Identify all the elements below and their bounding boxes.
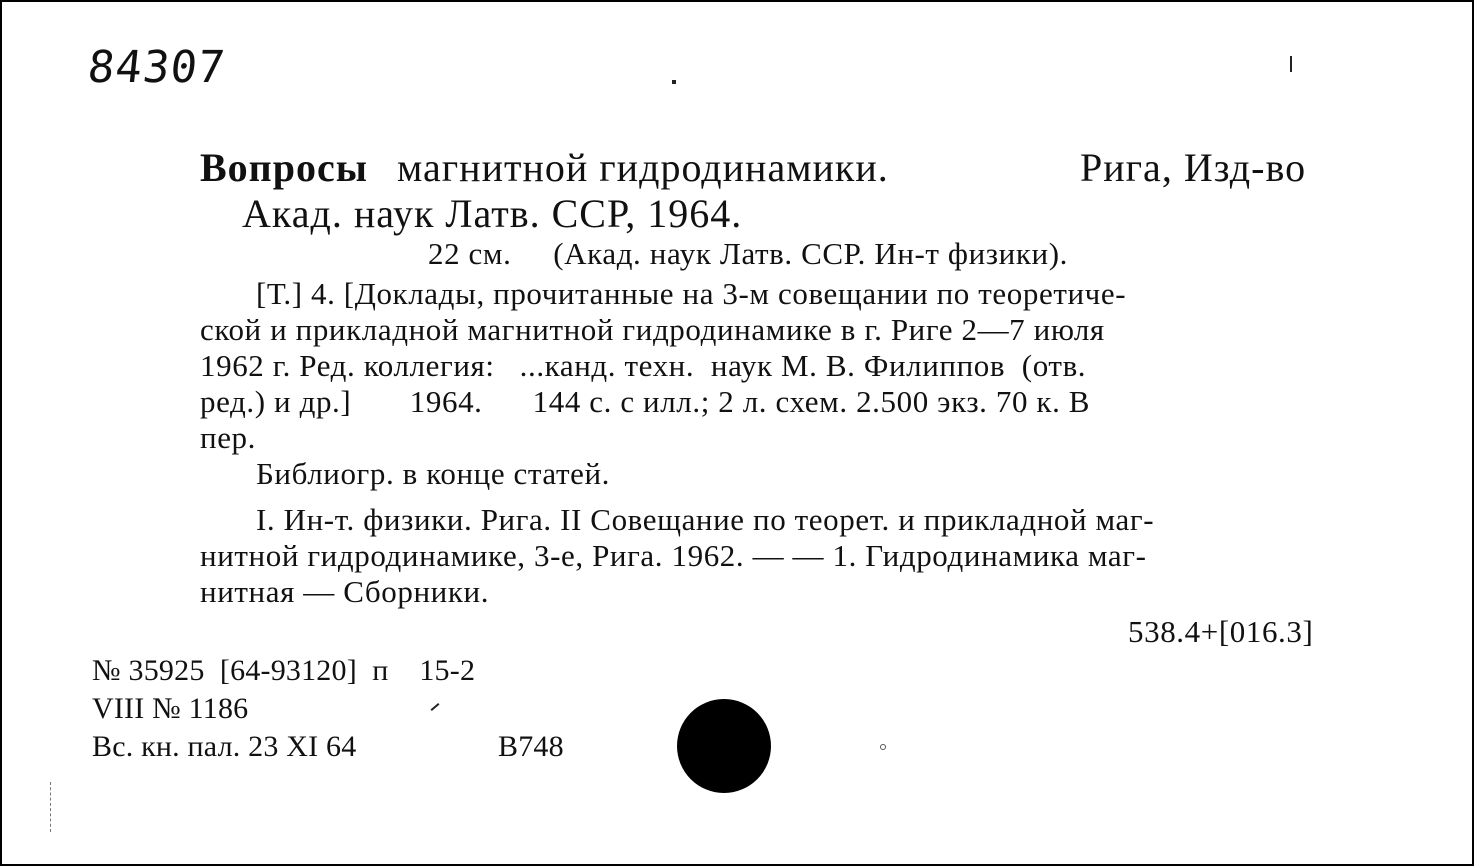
footer-code: B748 <box>498 730 564 763</box>
body-line-5: пер. <box>200 420 256 455</box>
body-line-4: ред.) и др.] 1964. 144 с. с илл.; 2 л. схем. 2.500 экз. 70 к. В <box>200 384 1091 419</box>
pencil-mark <box>50 782 54 832</box>
title-publisher: Рига, Изд-во <box>1080 145 1307 190</box>
body-line-2: ской и прикладной магнитной гидродинамике в г. Риге 2—7 июля <box>200 312 1105 347</box>
ink-speck <box>672 80 676 84</box>
series-line: 22 см. (Акад. наук Латв. ССР. Ин-т физики). <box>428 236 1068 271</box>
title-first-word: Вопросы <box>200 145 368 190</box>
classification-code: 538.4+[016.3] <box>1128 614 1314 649</box>
ink-speck <box>880 744 886 750</box>
title-line <box>200 145 889 190</box>
imprint-line: Акад. наук Латв. ССР, 1964. <box>242 191 743 236</box>
handwritten-accession-number: 84307 <box>85 42 229 93</box>
subject-line-2: нитной гидродинамике, 3-е, Рига. 1962. — — 1. Гидродинамика маг- <box>200 538 1147 573</box>
body-line-3: 1962 г. Ред. коллегия: ...канд. техн. наук М. В. Филиппов (отв. <box>200 348 1087 383</box>
punched-hole <box>677 699 771 793</box>
footer-line-3: Вс. кн. пал. 23 XI 64 <box>92 730 357 763</box>
bibliography-note: Библиогр. в конце статей. <box>256 456 611 491</box>
title-rest: магнитной гидродинамики. <box>396 145 889 190</box>
body-line-1: [Т.] 4. [Доклады, прочитанные на 3-м совещании по теоретиче- <box>256 276 1127 311</box>
footer-line-2: VIII № 1186 <box>92 692 249 725</box>
footer-line-1: № 35925 [64-93120] п 15-2 <box>92 654 476 687</box>
subject-line-3: нитная — Сборники. <box>200 574 490 609</box>
ink-speck <box>1290 56 1292 72</box>
subject-line-1: I. Ин-т. физики. Рига. II Совещание по теорет. и прикладной маг- <box>256 502 1155 537</box>
ink-speck <box>431 703 440 711</box>
